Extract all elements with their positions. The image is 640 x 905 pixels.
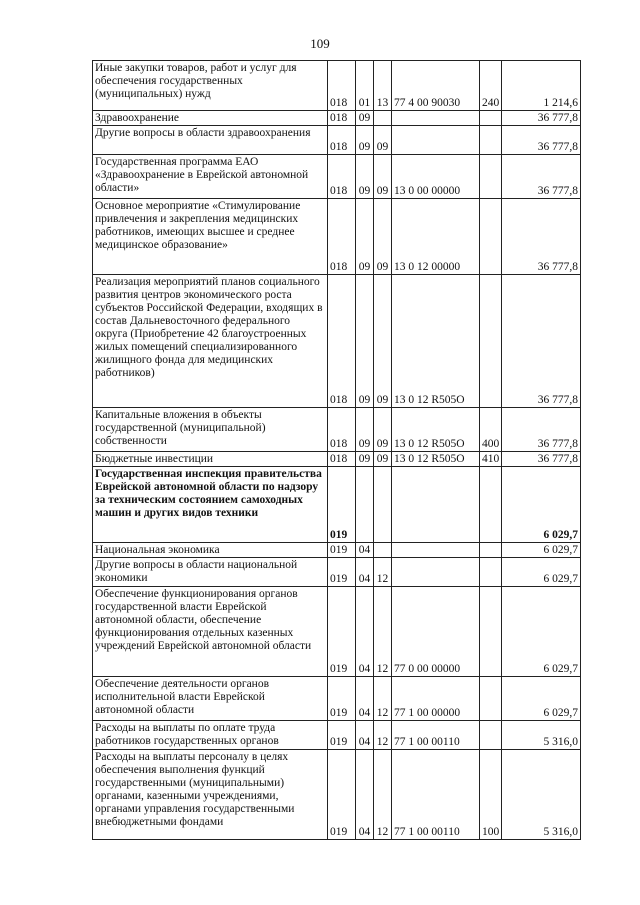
expense-type-cell bbox=[480, 543, 502, 558]
target-article-cell: 13 0 12 R505O bbox=[392, 275, 480, 408]
section-cell: 09 bbox=[356, 408, 374, 452]
grbs-cell: 018 bbox=[328, 155, 356, 199]
grbs-cell: 019 bbox=[328, 558, 356, 587]
amount-cell: 36 777,8 bbox=[502, 452, 581, 467]
target-article-cell bbox=[392, 111, 480, 126]
target-article-cell: 13 0 00 00000 bbox=[392, 155, 480, 199]
grbs-cell: 018 bbox=[328, 111, 356, 126]
subsection-cell: 09 bbox=[374, 155, 392, 199]
grbs-cell: 019 bbox=[328, 587, 356, 677]
name-cell: Другие вопросы в области здравоохранения bbox=[93, 126, 328, 155]
target-article-cell: 77 0 00 00000 bbox=[392, 587, 480, 677]
target-article-cell: 77 1 00 00000 bbox=[392, 677, 480, 721]
target-article-cell bbox=[392, 558, 480, 587]
subsection-cell: 12 bbox=[374, 750, 392, 840]
grbs-cell: 018 bbox=[328, 61, 356, 111]
name-cell: Капитальные вложения в объекты государственной (муниципальной) собственности bbox=[93, 408, 328, 452]
subsection-cell: 12 bbox=[374, 587, 392, 677]
expense-type-cell: 240 bbox=[480, 61, 502, 111]
name-cell: Расходы на выплаты персоналу в целях обеспечения выполнения функций государственными (муниципальными) органами, казенными учреждениями, органами управления государственными внебюджетными фондами bbox=[93, 750, 328, 840]
grbs-cell: 018 bbox=[328, 408, 356, 452]
expense-type-cell: 100 bbox=[480, 750, 502, 840]
subsection-cell: 09 bbox=[374, 126, 392, 155]
table-row bbox=[93, 721, 581, 750]
name-cell: Обеспечение функционирования органов государственной власти Еврейской автономной области, обеспечение функционирования отдельных казенных учреждений Еврейской автономной области bbox=[93, 587, 328, 677]
section-cell: 09 bbox=[356, 111, 374, 126]
section-cell: 09 bbox=[356, 275, 374, 408]
name-cell: Бюджетные инвестиции bbox=[93, 452, 328, 467]
name-cell: Расходы на выплаты по оплате труда работников государственных органов bbox=[93, 721, 328, 750]
target-article-cell: 77 4 00 90030 bbox=[392, 61, 480, 111]
expense-type-cell bbox=[480, 275, 502, 408]
name-cell: Государственная инспекция правительства Еврейской автономной области по надзору за техническим состоянием самоходных машин и других видов техники bbox=[93, 467, 328, 543]
amount-cell: 36 777,8 bbox=[502, 275, 581, 408]
amount-cell: 1 214,6 bbox=[502, 61, 581, 111]
expense-type-cell bbox=[480, 467, 502, 543]
table-row bbox=[93, 750, 581, 840]
grbs-cell: 019 bbox=[328, 721, 356, 750]
section-cell: 09 bbox=[356, 199, 374, 275]
subsection-cell bbox=[374, 111, 392, 126]
expense-type-cell bbox=[480, 155, 502, 199]
subsection-cell: 13 bbox=[374, 61, 392, 111]
section-cell: 09 bbox=[356, 126, 374, 155]
expense-type-cell bbox=[480, 677, 502, 721]
amount-cell: 36 777,8 bbox=[502, 111, 581, 126]
section-cell bbox=[356, 467, 374, 543]
expense-type-cell bbox=[480, 558, 502, 587]
table-row bbox=[93, 452, 581, 467]
grbs-cell: 019 bbox=[328, 677, 356, 721]
expense-type-cell bbox=[480, 111, 502, 126]
amount-cell: 36 777,8 bbox=[502, 408, 581, 452]
table-row bbox=[93, 408, 581, 452]
grbs-cell: 019 bbox=[328, 750, 356, 840]
subsection-cell: 12 bbox=[374, 677, 392, 721]
section-cell: 01 bbox=[356, 61, 374, 111]
target-article-cell: 13 0 12 00000 bbox=[392, 199, 480, 275]
name-cell: Обеспечение деятельности органов исполнительной власти Еврейской автономной области bbox=[93, 677, 328, 721]
target-article-cell bbox=[392, 543, 480, 558]
expense-type-cell: 410 bbox=[480, 452, 502, 467]
target-article-cell: 13 0 12 R505O bbox=[392, 452, 480, 467]
table-row bbox=[93, 275, 581, 408]
table-row bbox=[93, 155, 581, 199]
amount-cell: 6 029,7 bbox=[502, 587, 581, 677]
table-row bbox=[93, 587, 581, 677]
target-article-cell: 13 0 12 R505O bbox=[392, 408, 480, 452]
subsection-cell: 12 bbox=[374, 558, 392, 587]
section-cell: 04 bbox=[356, 750, 374, 840]
target-article-cell: 77 1 00 00110 bbox=[392, 721, 480, 750]
name-cell: Другие вопросы в области национальной экономики bbox=[93, 558, 328, 587]
grbs-cell: 018 bbox=[328, 452, 356, 467]
amount-cell: 36 777,8 bbox=[502, 126, 581, 155]
amount-cell: 36 777,8 bbox=[502, 155, 581, 199]
amount-cell: 5 316,0 bbox=[502, 750, 581, 840]
subsection-cell: 12 bbox=[374, 721, 392, 750]
name-cell: Реализация мероприятий планов социального развития центров экономического роста субъектов Российской Федерации, входящих в состав Дальневосточного федерального округа (Приобретение 42 благоустроенных жилых помещений специализированного жилищного фонда для медицинских работников) bbox=[93, 275, 328, 408]
expense-type-cell: 400 bbox=[480, 408, 502, 452]
amount-cell: 6 029,7 bbox=[502, 467, 581, 543]
budget-table bbox=[92, 60, 581, 840]
section-cell: 09 bbox=[356, 452, 374, 467]
expense-type-cell bbox=[480, 587, 502, 677]
table-row bbox=[93, 543, 581, 558]
expense-type-cell bbox=[480, 721, 502, 750]
table-row bbox=[93, 61, 581, 111]
subsection-cell: 09 bbox=[374, 275, 392, 408]
table-row bbox=[93, 677, 581, 721]
page-number: 109 bbox=[310, 36, 330, 51]
budget-table-body bbox=[93, 61, 581, 840]
section-cell: 04 bbox=[356, 587, 374, 677]
amount-cell: 6 029,7 bbox=[502, 543, 581, 558]
name-cell: Государственная программа ЕАО «Здравоохранение в Еврейской автономной области» bbox=[93, 155, 328, 199]
name-cell: Национальная экономика bbox=[93, 543, 328, 558]
subsection-cell bbox=[374, 543, 392, 558]
table-row bbox=[93, 467, 581, 543]
amount-cell: 6 029,7 bbox=[502, 558, 581, 587]
table-row bbox=[93, 126, 581, 155]
target-article-cell bbox=[392, 467, 480, 543]
grbs-cell: 018 bbox=[328, 199, 356, 275]
amount-cell: 5 316,0 bbox=[502, 721, 581, 750]
subsection-cell: 09 bbox=[374, 199, 392, 275]
amount-cell: 36 777,8 bbox=[502, 199, 581, 275]
table-row bbox=[93, 111, 581, 126]
subsection-cell bbox=[374, 467, 392, 543]
name-cell: Здравоохранение bbox=[93, 111, 328, 126]
section-cell: 04 bbox=[356, 721, 374, 750]
target-article-cell bbox=[392, 126, 480, 155]
name-cell: Основное мероприятие «Стимулирование привлечения и закрепления медицинских работников, имеющих высшее и среднее медицинское образование» bbox=[93, 199, 328, 275]
table-row bbox=[93, 199, 581, 275]
expense-type-cell bbox=[480, 126, 502, 155]
section-cell: 04 bbox=[356, 558, 374, 587]
section-cell: 04 bbox=[356, 543, 374, 558]
subsection-cell: 09 bbox=[374, 452, 392, 467]
target-article-cell: 77 1 00 00110 bbox=[392, 750, 480, 840]
section-cell: 09 bbox=[356, 155, 374, 199]
subsection-cell: 09 bbox=[374, 408, 392, 452]
expense-type-cell bbox=[480, 199, 502, 275]
grbs-cell: 018 bbox=[328, 126, 356, 155]
grbs-cell: 018 bbox=[328, 275, 356, 408]
table-row bbox=[93, 558, 581, 587]
amount-cell: 6 029,7 bbox=[502, 677, 581, 721]
name-cell: Иные закупки товаров, работ и услуг для обеспечения государственных (муниципальных) нужд bbox=[93, 61, 328, 111]
grbs-cell: 019 bbox=[328, 467, 356, 543]
section-cell: 04 bbox=[356, 677, 374, 721]
grbs-cell: 019 bbox=[328, 543, 356, 558]
